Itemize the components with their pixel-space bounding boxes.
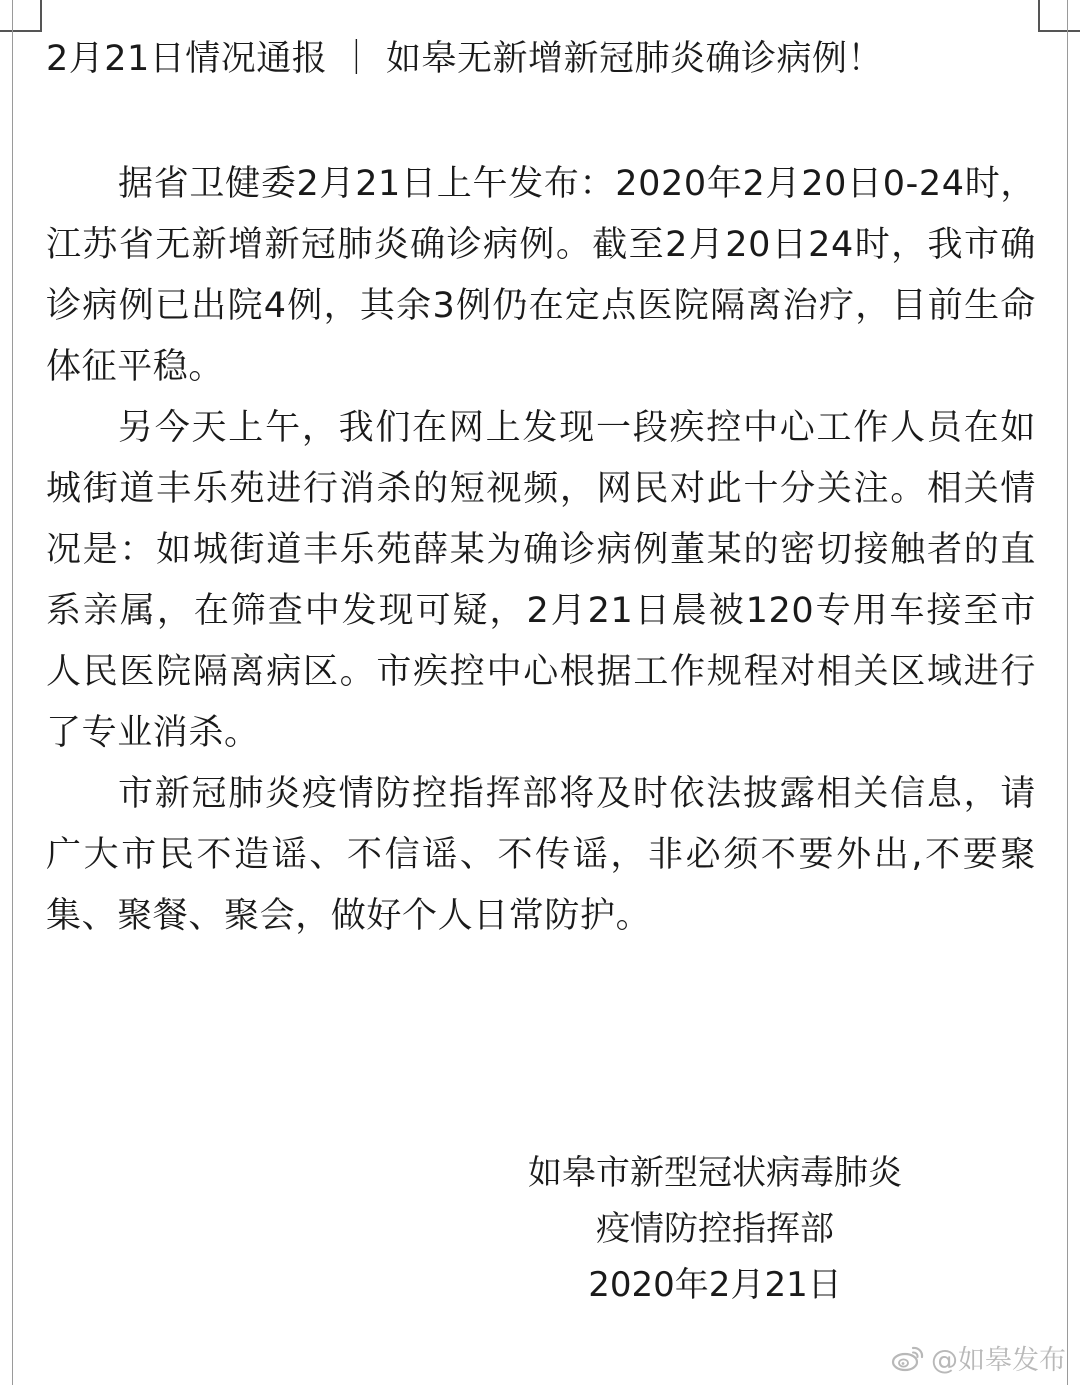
paragraph-case-update: 据省卫健委2月21日上午发布：2020年2月20日0-24时，江苏省无新增新冠肺炎确诊病例。截至2月20日24时，我市确诊病例已出院4例，其余3例仍在定点医院隔离治疗，目前生命体征平稳。 [46,164,1036,387]
paragraph-disinfection-video: 另今天上午，我们在网上发现一段疾控中心工作人员在如城街道丰乐苑进行消杀的短视频，网民对此十分关注。相关情况是：如城街道丰乐苑薛某为确诊病例董某的密切接触者的直系亲属，在筛查中发现可疑，2月21日晨被120专用车接至市人民医院隔离病区。市疾控中心根据工作规程对相关区域进行了专业消杀。 [46,408,1036,753]
margin-line-right [1067,0,1068,1385]
margin-line-left [12,0,13,1385]
document-title: 2月21日情况通报 ｜ 如皋无新增新冠肺炎确诊病例！ [46,39,884,79]
weibo-watermark [891,1338,1066,1377]
watermark-account-name: @如皋发布 [931,1345,1066,1376]
weibo-icon [891,1343,925,1373]
signature-organization-line1: 如皋市新型冠状病毒肺炎 [528,1153,902,1193]
crop-mark-top-right [1038,0,1080,32]
paragraph-public-notice: 市新冠肺炎疫情防控指挥部将及时依法披露相关信息，请广大市民不造谣、不信谣、不传谣，非必须不要外出,不要聚集、聚餐、聚会，做好个人日常防护。 [46,774,1036,936]
signature-block [470,1145,960,1313]
document-body [46,154,1036,947]
signature-organization-line2: 疫情防控指挥部 [596,1209,834,1249]
signature-date: 2020年2月21日 [588,1265,842,1305]
crop-mark-top-left [0,0,42,32]
